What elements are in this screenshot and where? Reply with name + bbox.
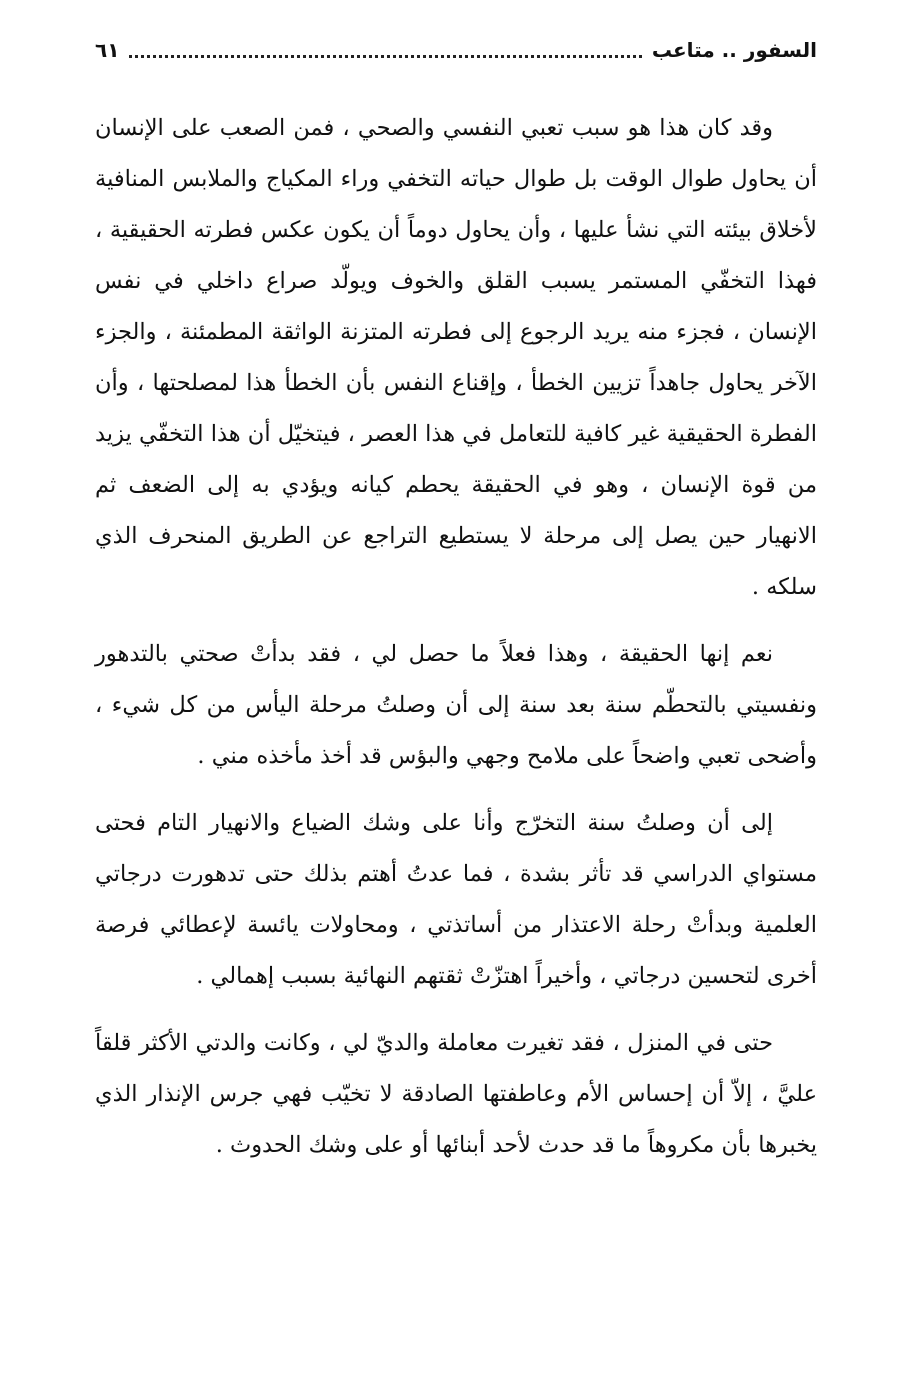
- dot-leader: [129, 55, 641, 58]
- page-number: ٦١: [95, 38, 120, 62]
- paragraph-4: حتى في المنزل ، فقد تغيرت معاملة والديّ لي ، وكانت والدتي الأكثر قلقاً عليَّ ، إلاّ أن إحساس الأم وعاطفتها الصادقة لا تخيّب فهي جرس الإنذار الذي يخبرها بأن مكروهاً ما قد حدث لأحد أبنائها أو على وشك الحدوث .: [95, 1030, 817, 1158]
- running-header: [95, 30, 817, 70]
- chapter-title: السفور .. متاعب: [651, 38, 817, 62]
- paragraph-1: وقد كان هذا هو سبب تعبي النفسي والصحي ، فمن الصعب على الإنسان أن يحاول طوال الوقت بل طوال حياته التخفي وراء المكياج والملابس المنافية لأخلاق بيئته التي نشأ عليها ، وأن يحاول دوماً أن يكون عكس فطرته الحقيقية ، فهذا التخفّي المستمر يسبب القلق والخوف ويولّد صراع داخلي في نفس الإنسان ، فجزء منه يريد الرجوع إلى فطرته المتزنة الواثقة المطمئنة ، والجزء الآخر يحاول جاهداً تزيين الخطأ ، وإقناع النفس بأن الخطأ هذا لمصلحتها ، وأن الفطرة الحقيقية غير كافية للتعامل في هذا العصر ، فيتخيّل أن هذا التخفّي يزيد من قوة الإنسان ، وهو في الحقيقة يحطم كيانه ويؤدي به إلى الضعف ثم الانهيار حين يصل إلى مرحلة لا يستطيع التراجع عن الطريق المنحرف الذي سلكه .: [95, 115, 817, 600]
- paragraph-2: نعم إنها الحقيقة ، وهذا فعلاً ما حصل لي ، فقد بدأتْ صحتي بالتدهور ونفسيتي بالتحطّم سنة بعد سنة إلى أن وصلتُ مرحلة اليأس من كل شيء ، وأضحى تعبي واضحاً على ملامح وجهي والبؤس قد أخذ مأخذه مني .: [95, 641, 817, 769]
- paragraph-3: إلى أن وصلتُ سنة التخرّج وأنا على وشك الضياع والانهيار التام فحتى مستواي الدراسي قد تأثر بشدة ، فما عدتُ أهتم بذلك حتى تدهورت درجاتي العلمية وبدأتْ رحلة الاعتذار من أساتذتي ، ومحاولات يائسة لإعطائي فرصة أخرى لتحسين درجاتي ، وأخيراً اهتزّتْ ثقتهم النهائية بسبب إهمالي .: [95, 810, 817, 989]
- body-text: [95, 103, 817, 1187]
